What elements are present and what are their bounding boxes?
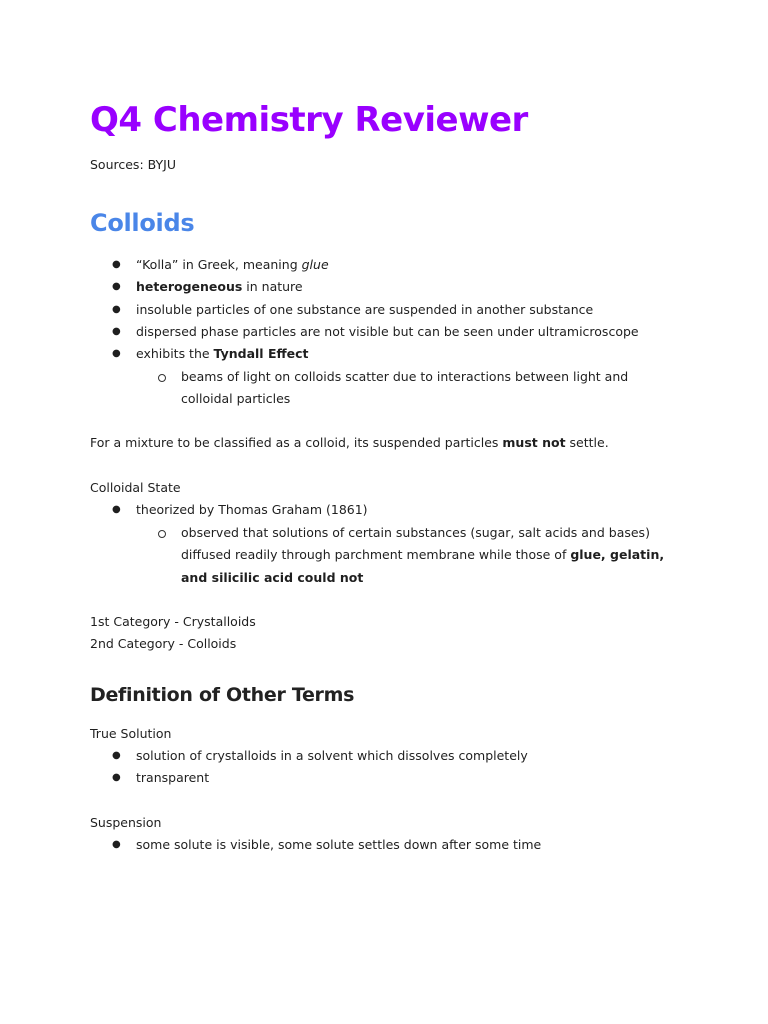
colloid-definition-paragraph: For a mixture to be classified as a colloid, its suspended particles must not settle.	[90, 435, 609, 450]
sub-bullet-circle	[158, 374, 166, 382]
list-item-tyndall: exhibits the Tyndall Effect	[136, 346, 309, 361]
definitions-heading: Definition of Other Terms	[90, 684, 355, 706]
bullet-dot: ●	[112, 750, 121, 761]
sub-item-beams-line2: colloidal particles	[181, 391, 291, 406]
sub-item-observed-line1: observed that solutions of certain substances (sugar, salt acids and bases)	[181, 525, 650, 540]
list-item-true-solution-1: solution of crystalloids in a solvent which dissolves completely	[136, 748, 528, 763]
bullet-dot: ●	[112, 326, 121, 337]
bullet-dot: ●	[112, 839, 121, 850]
true-solution-label: True Solution	[90, 726, 172, 741]
list-item-dispersed: dispersed phase particles are not visible but can be seen under ultramicroscope	[136, 324, 639, 339]
list-item-graham: theorized by Thomas Graham (1861)	[136, 502, 368, 517]
category-1: 1st Category - Crystalloids	[90, 614, 256, 629]
list-item-heterogeneous: heterogeneous in nature	[136, 279, 303, 294]
sub-item-observed-line3: and silicilic acid could not	[181, 570, 364, 585]
bullet-dot: ●	[112, 304, 121, 315]
sub-item-observed-line2: diffused readily through parchment membrane while those of glue, gelatin,	[181, 547, 665, 562]
bullet-dot: ●	[112, 772, 121, 783]
bullet-dot: ●	[112, 504, 121, 515]
suspension-label: Suspension	[90, 815, 162, 830]
list-item-insoluble: insoluble particles of one substance are suspended in another substance	[136, 302, 594, 317]
colloids-heading: Colloids	[90, 209, 195, 237]
colloidal-state-label: Colloidal State	[90, 480, 181, 495]
list-item-kolla: “Kolla” in Greek, meaning glue	[136, 257, 329, 272]
sub-item-beams-line1: beams of light on colloids scatter due to interactions between light and	[181, 369, 629, 384]
bullet-dot: ●	[112, 281, 121, 292]
bullet-dot: ●	[112, 348, 121, 359]
sources-line: Sources: BYJU	[90, 157, 176, 172]
sub-bullet-circle	[158, 530, 166, 538]
bullet-dot: ●	[112, 259, 121, 270]
page-title: Q4 Chemistry Reviewer	[90, 100, 528, 140]
list-item-suspension-1: some solute is visible, some solute settles down after some time	[136, 837, 542, 852]
list-item-true-solution-2: transparent	[136, 770, 210, 785]
category-2: 2nd Category - Colloids	[90, 636, 237, 651]
